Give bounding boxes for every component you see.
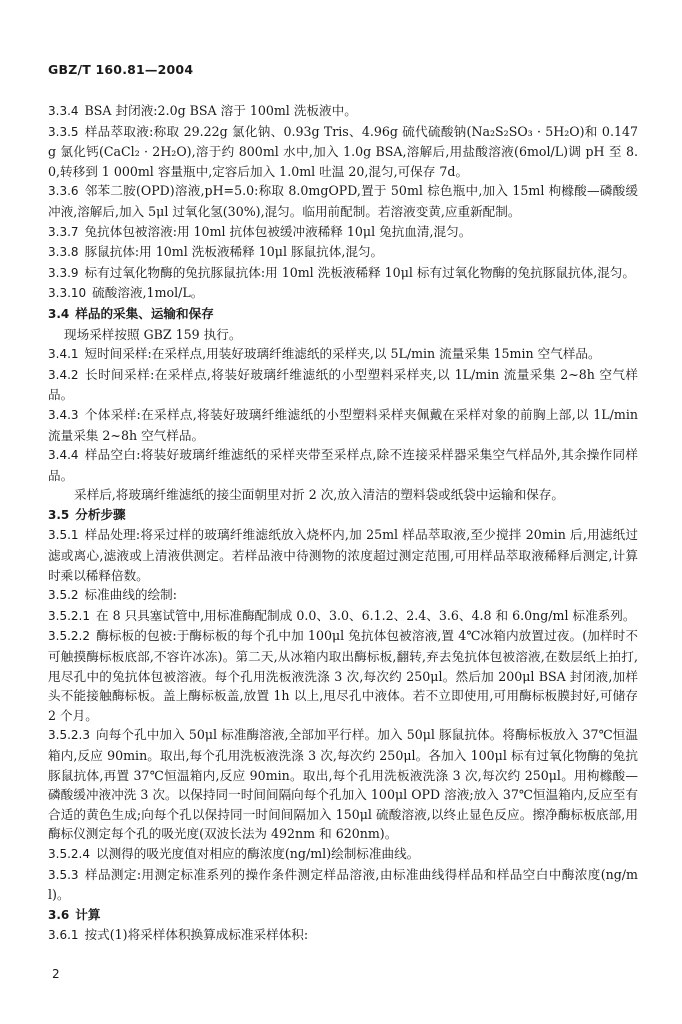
- clause-number: 3.3.5: [48, 124, 79, 139]
- clause-number: 3.6: [48, 907, 70, 922]
- clause-number: 3.4.4: [48, 448, 79, 463]
- clause-number: 3.5.2.4: [48, 846, 90, 861]
- clause-number: 3.3.10: [48, 286, 87, 301]
- clause-text: 样品测定:用测定标准系列的操作条件测定样品溶液,由标准曲线得样品和样品空白中酶浓度(ng/ml)。: [48, 866, 638, 903]
- clause-text: 长时间采样:在采样点,将装好玻璃纤维滤纸的小型塑料采样夹,以 1L/min 流量采集 2~8h 空气样品。: [48, 366, 638, 403]
- clause-text: 标准曲线的绘制:: [84, 587, 177, 603]
- clause-text: 按式(1)将采样体积换算成标准采样体积:: [84, 927, 309, 943]
- clause-number: 3.4.2: [48, 367, 79, 382]
- clause-text: 标有过氧化物酶的兔抗豚鼠抗体:用 10ml 洗板液稀释 10μl 标有过氧化物酶的兔抗豚鼠抗体,混匀。: [84, 264, 636, 280]
- clause-text: 豚鼠抗体:用 10ml 洗板液稀释 10μl 豚鼠抗体,混匀。: [84, 244, 384, 260]
- clause-paragraph: [48, 485, 638, 505]
- clause-number: 3.3.6: [48, 184, 79, 199]
- clause-paragraph: [48, 122, 638, 182]
- clause-paragraph: [48, 222, 638, 243]
- clause-text: 采样后,将玻璃纤维滤纸的接尘面朝里对折 2 次,放入清洁的塑料袋或纸袋中运输和保存。: [74, 487, 564, 503]
- clause-number: 3.5.3: [48, 867, 79, 882]
- clause-text: 在 8 只具塞试管中,用标准酶配制成 0.0、3.0、6.1.2、2.4、3.6、4.8 和 6.0ng/ml 标准系列。: [95, 607, 636, 623]
- heading-text: 分析步骤: [75, 506, 126, 522]
- clause-paragraph: [48, 365, 638, 405]
- clause-number: 3.3.9: [48, 265, 79, 280]
- clause-number: 3.5.1: [48, 528, 79, 543]
- clause-text: 酶标板的包被:于酶标板的每个孔中加 100μl 兔抗体包被溶液,置 4℃冰箱内放置过夜。(加样时不可触摸酶标板底部,不容许冰冻)。第二天,从冰箱内取出酶标板,翻转,弃去兔抗体包被溶液,在数层纸上拍打,甩尽孔中的兔抗体包被溶液。每个孔用洗板液洗涤 3 次,每次约 250μl。然后加 200μl BSA 封闭液,加样头不能接触酶标板。盖上酶标板盖,放置 1h 以上,甩尽孔中液体。若不立即使用,可用酶标板膜封好,可储存 2 个月。: [48, 628, 638, 723]
- document-body: [48, 101, 638, 946]
- clause-paragraph: [48, 344, 638, 365]
- clause-text: 邻苯二胺(OPD)溶液,pH=5.0:称取 8.0mgOPD,置于 50ml 棕色瓶中,加入 15ml 枸橼酸—磷酸缓冲液,溶解后,加入 5μl 过氧化氢(30%),混匀。临用前配制。若溶液变黄,应重新配制。: [48, 183, 638, 219]
- clause-text: 硫酸溶液,1mol/L。: [92, 285, 204, 301]
- clause-number: 3.3.8: [48, 245, 79, 260]
- clause-paragraph: [48, 585, 638, 606]
- clause-text: 个体采样:在采样点,将装好玻璃纤维滤纸的小型塑料采样夹佩戴在采样对象的前胸上部,以 1L/min 流量采集 2~8h 空气样品。: [48, 406, 638, 443]
- clause-number: 3.3.7: [48, 224, 79, 239]
- clause-number: 3.4.1: [48, 347, 79, 362]
- section-heading: [48, 505, 638, 526]
- clause-text: 样品处理:将采过样的玻璃纤维滤纸放入烧杯内,加 25ml 样品萃取液,至少搅拌 20min 后,用滤纸过滤或离心,滤液或上清液供测定。若样品液中待测物的浓度超过测定范围,可用样品萃取液稀释后测定,计算时乘以稀释倍数。: [48, 527, 638, 583]
- heading-text: 样品的采集、运输和保存: [75, 305, 214, 321]
- clause-number: 3.5.2: [48, 588, 79, 603]
- page-number: 2: [52, 967, 60, 981]
- clause-paragraph: [48, 606, 638, 627]
- clause-paragraph: [48, 626, 638, 725]
- clause-paragraph: [48, 865, 638, 905]
- clause-paragraph: [48, 242, 638, 263]
- clause-paragraph: [48, 405, 638, 445]
- clause-number: 3.4: [48, 306, 70, 321]
- clause-paragraph: [48, 445, 638, 485]
- section-heading: [48, 304, 638, 325]
- clause-paragraph: [48, 283, 638, 304]
- clause-text: 现场采样按照 GBZ 159 执行。: [64, 326, 242, 342]
- clause-paragraph: [48, 181, 638, 221]
- standard-number-header: GBZ/T 160.81—2004: [48, 62, 194, 77]
- clause-text: 向每个孔中加入 50μl 标准酶溶液,全部加平行样。加入 50μl 豚鼠抗体。将酶标板放入 37℃恒温箱内,反应 90min。取出,每个孔用洗板液洗涤 3 次,每次约 250μl。各加入 100μl 标有过氧化物酶的兔抗豚鼠抗体,再置 37℃恒温箱内,反应 90min。取出,每个孔用洗板液洗涤 3 次,每次约 250μl。用枸橼酸—磷酸缓冲液冲洗 3 次。以保持同一时间间隔向每个孔加入 100μl OPD 溶液;放入 37℃恒温箱内,反应至有合适的黄色生成;向每个孔以保持同一时间间隔加入 150μl 硫酸溶液,以终止显色反应。擦净酶标板底部,用酶标仪测定每个孔的吸光度(双波长法为 492nm 和 620nm)。: [48, 727, 638, 842]
- clause-number: 3.6.1: [48, 928, 79, 943]
- clause-number: 3.3.4: [48, 104, 79, 118]
- clause-paragraph: [48, 525, 638, 585]
- clause-text: 样品萃取液:称取 29.22g 氯化钠、0.93g Tris、4.96g 硫代硫酸钠(Na₂S₂SO₃ · 5H₂O)和 0.147g 氯化钙(CaCl₂ · 2H₂O),溶于约 800ml 水中,加入 1.0g BSA,溶解后,用盐酸溶液(6mol/L)调 pH 至 8.0,转移到 1 000ml 容量瓶中,定容后加入 1.0ml 吐温 20,混匀,可保存 7d。: [48, 123, 638, 179]
- clause-paragraph: [48, 101, 638, 122]
- heading-text: 计算: [75, 906, 101, 922]
- clause-number: 3.5: [48, 507, 70, 522]
- clause-number: 3.5.2.1: [48, 608, 90, 623]
- clause-text: 样品空白:将装好玻璃纤维滤纸的采样夹带至采样点,除不连接采样器采集空气样品外,其余操作同样品。: [48, 447, 638, 483]
- clause-text: 以测得的吸光度值对相应的酶浓度(ng/ml)绘制标准曲线。: [95, 845, 420, 861]
- clause-text: 短时间采样:在采样点,用装好玻璃纤维滤纸的采样夹,以 5L/min 流量采集 15min 空气样品。: [84, 346, 601, 362]
- clause-paragraph: [48, 725, 638, 844]
- clause-paragraph: [48, 325, 638, 345]
- section-heading: [48, 905, 638, 926]
- clause-paragraph: [48, 263, 638, 284]
- clause-paragraph: [48, 844, 638, 865]
- clause-text: BSA 封闭液:2.0g BSA 溶于 100ml 洗板液中。: [84, 103, 357, 118]
- clause-number: 3.5.2.2: [48, 629, 90, 644]
- clause-number: 3.4.3: [48, 407, 79, 422]
- clause-text: 兔抗体包被溶液:用 10ml 抗体包被缓冲液稀释 10μl 兔抗血清,混匀。: [84, 223, 472, 239]
- clause-number: 3.5.2.3: [48, 728, 90, 743]
- clause-paragraph: [48, 925, 638, 946]
